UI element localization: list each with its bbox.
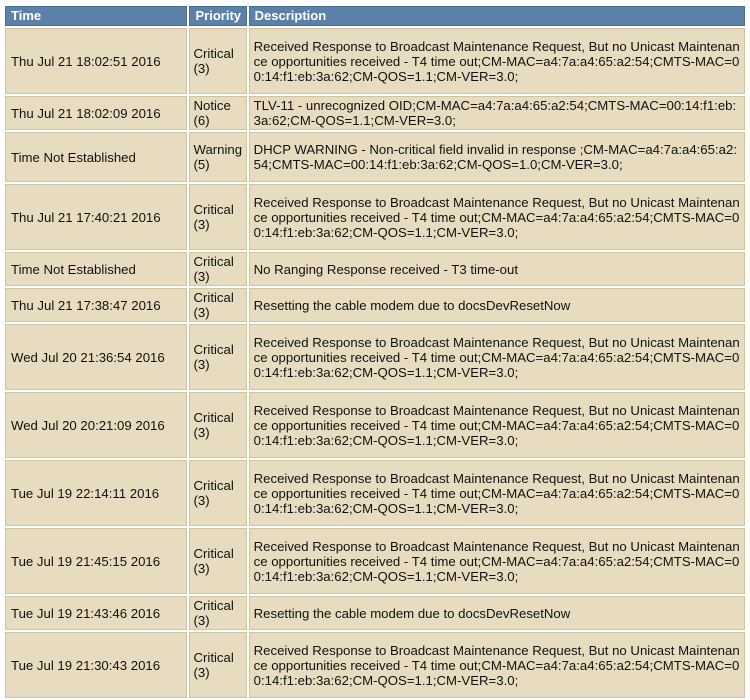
log-time-cell: Thu Jul 21 18:02:51 2016	[5, 28, 187, 94]
table-header-row	[5, 6, 745, 26]
table-row	[5, 460, 745, 526]
log-description-cell: Received Response to Broadcast Maintenance Request, But no Unicast Maintenance opportunities received - T4 time out;CM-MAC=a4:7a:a4:65:a2:54;CMTS-MAC=00:14:f1:eb:3a:62;CM-QOS=1.1;CM-VER=3.0;	[249, 632, 745, 698]
table-row	[5, 392, 745, 458]
table-row	[5, 596, 745, 630]
table-row	[5, 288, 745, 322]
log-priority-cell: Critical (3)	[189, 288, 246, 322]
log-time-cell: Wed Jul 20 20:21:09 2016	[5, 392, 187, 458]
log-time-cell: Wed Jul 20 21:36:54 2016	[5, 324, 187, 390]
log-description-cell: Received Response to Broadcast Maintenance Request, But no Unicast Maintenance opportunities received - T4 time out;CM-MAC=a4:7a:a4:65:a2:54;CMTS-MAC=00:14:f1:eb:3a:62;CM-QOS=1.1;CM-VER=3.0;	[249, 460, 745, 526]
log-time-cell: Thu Jul 21 18:02:09 2016	[5, 96, 187, 130]
log-description-cell: No Ranging Response received - T3 time-out	[249, 252, 745, 286]
log-description-cell: Received Response to Broadcast Maintenance Request, But no Unicast Maintenance opportunities received - T4 time out;CM-MAC=a4:7a:a4:65:a2:54;CMTS-MAC=00:14:f1:eb:3a:62;CM-QOS=1.1;CM-VER=3.0;	[249, 528, 745, 594]
log-time-cell: Time Not Established	[5, 132, 187, 182]
log-priority-cell: Critical (3)	[189, 28, 246, 94]
column-header-description: Description	[249, 6, 745, 26]
log-description-cell: Received Response to Broadcast Maintenance Request, But no Unicast Maintenance opportunities received - T4 time out;CM-MAC=a4:7a:a4:65:a2:54;CMTS-MAC=00:14:f1:eb:3a:62;CM-QOS=1.1;CM-VER=3.0;	[249, 324, 745, 390]
column-header-priority: Priority	[189, 6, 246, 26]
table-row	[5, 28, 745, 94]
log-time-cell: Tue Jul 19 22:14:11 2016	[5, 460, 187, 526]
log-priority-cell: Critical (3)	[189, 324, 246, 390]
log-time-cell: Thu Jul 21 17:40:21 2016	[5, 184, 187, 250]
log-description-cell: Received Response to Broadcast Maintenance Request, But no Unicast Maintenance opportunities received - T4 time out;CM-MAC=a4:7a:a4:65:a2:54;CMTS-MAC=00:14:f1:eb:3a:62;CM-QOS=1.1;CM-VER=3.0;	[249, 28, 745, 94]
log-description-cell: TLV-11 - unrecognized OID;CM-MAC=a4:7a:a4:65:a2:54;CMTS-MAC=00:14:f1:eb:3a:62;CM-QOS=1.1;CM-VER=3.0;	[249, 96, 745, 130]
log-priority-cell: Critical (3)	[189, 392, 246, 458]
table-row	[5, 184, 745, 250]
log-priority-cell: Notice (6)	[189, 96, 246, 130]
table-row	[5, 528, 745, 594]
log-priority-cell: Critical (3)	[189, 596, 246, 630]
log-time-cell: Time Not Established	[5, 252, 187, 286]
table-row	[5, 96, 745, 130]
log-priority-cell: Critical (3)	[189, 528, 246, 594]
table-row	[5, 252, 745, 286]
log-time-cell: Tue Jul 19 21:43:46 2016	[5, 596, 187, 630]
event-log-table	[3, 4, 747, 700]
table-row	[5, 324, 745, 390]
log-time-cell: Tue Jul 19 21:30:43 2016	[5, 632, 187, 698]
log-priority-cell: Warning (5)	[189, 132, 246, 182]
table-row	[5, 632, 745, 698]
log-description-cell: Received Response to Broadcast Maintenance Request, But no Unicast Maintenance opportunities received - T4 time out;CM-MAC=a4:7a:a4:65:a2:54;CMTS-MAC=00:14:f1:eb:3a:62;CM-QOS=1.1;CM-VER=3.0;	[249, 392, 745, 458]
log-description-cell: Resetting the cable modem due to docsDevResetNow	[249, 596, 745, 630]
log-description-cell: DHCP WARNING - Non-critical field invalid in response ;CM-MAC=a4:7a:a4:65:a2:54;CMTS-MAC=00:14:f1:eb:3a:62;CM-QOS=1.0;CM-VER=3.0;	[249, 132, 745, 182]
log-description-cell: Received Response to Broadcast Maintenance Request, But no Unicast Maintenance opportunities received - T4 time out;CM-MAC=a4:7a:a4:65:a2:54;CMTS-MAC=00:14:f1:eb:3a:62;CM-QOS=1.1;CM-VER=3.0;	[249, 184, 745, 250]
log-priority-cell: Critical (3)	[189, 184, 246, 250]
table-row	[5, 132, 745, 182]
log-priority-cell: Critical (3)	[189, 460, 246, 526]
column-header-time: Time	[5, 6, 187, 26]
event-log-body	[5, 28, 745, 698]
log-priority-cell: Critical (3)	[189, 632, 246, 698]
log-time-cell: Tue Jul 19 21:45:15 2016	[5, 528, 187, 594]
log-description-cell: Resetting the cable modem due to docsDevResetNow	[249, 288, 745, 322]
log-time-cell: Thu Jul 21 17:38:47 2016	[5, 288, 187, 322]
log-priority-cell: Critical (3)	[189, 252, 246, 286]
